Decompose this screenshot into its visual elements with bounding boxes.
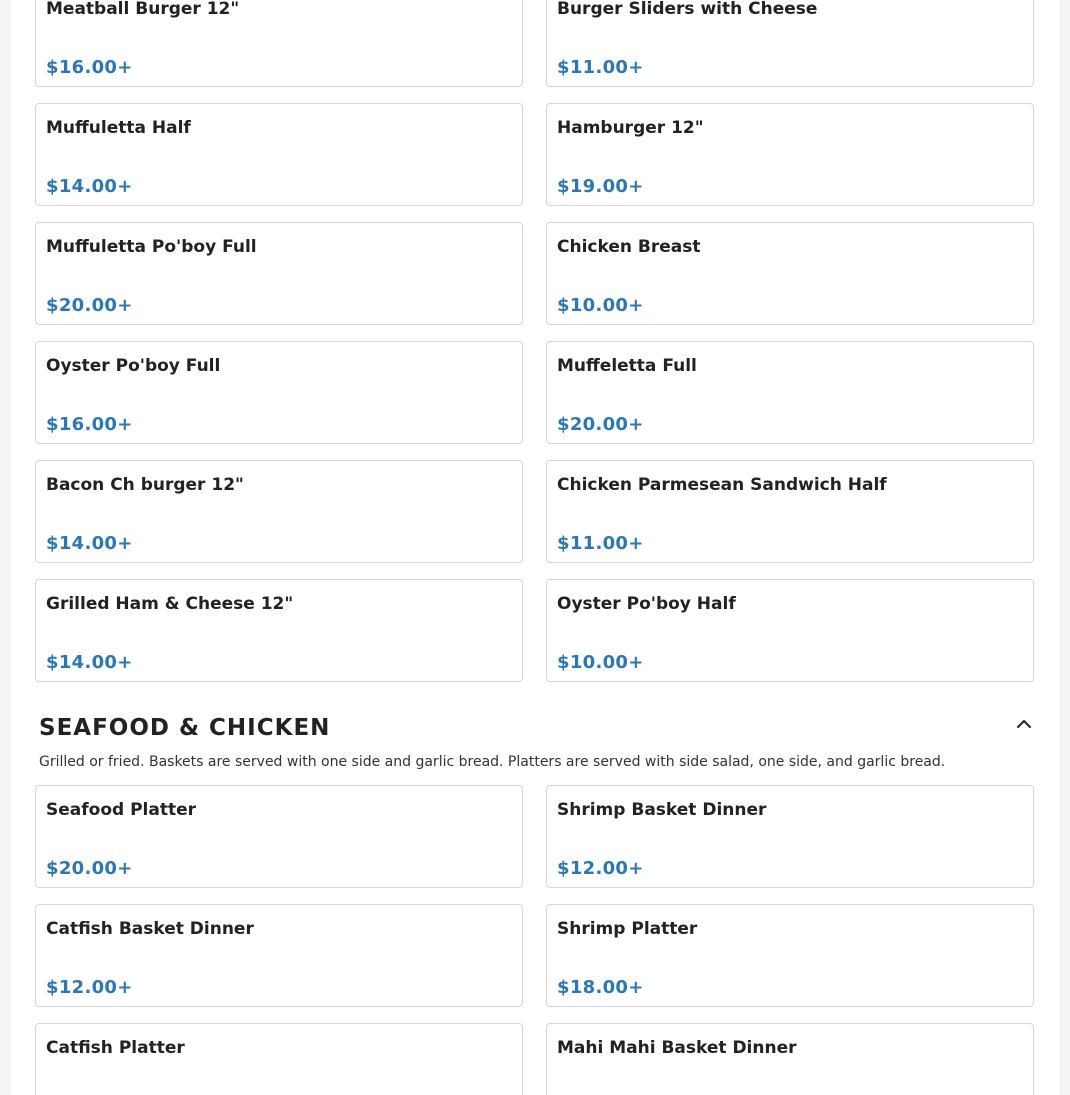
menu-item-name: Chicken Breast (557, 237, 701, 257)
menu-item-card[interactable] (35, 341, 523, 444)
menu-item-price: $16.00+ (46, 57, 133, 78)
menu-item-name: Shrimp Basket Dinner (557, 800, 767, 820)
menu-item-card[interactable] (35, 460, 523, 563)
menu-item-card[interactable] (35, 103, 523, 206)
menu-item-name: Muffuletta Po'boy Full (46, 237, 257, 257)
menu-item-card[interactable] (546, 103, 1034, 206)
menu-item-card[interactable] (35, 222, 523, 325)
menu-item-name: Grilled Ham & Cheese 12" (46, 594, 294, 614)
menu-item-card[interactable] (546, 579, 1034, 682)
seafood-grid (35, 785, 1034, 1095)
menu-item-name: Catfish Basket Dinner (46, 919, 254, 939)
menu-item-name: Bacon Ch burger 12" (46, 475, 244, 495)
menu-item-name: Catfish Platter (46, 1038, 185, 1058)
menu-item-card[interactable] (546, 222, 1034, 325)
menu-item-price: $14.00+ (46, 176, 133, 197)
menu-item-name: Mahi Mahi Basket Dinner (557, 1038, 797, 1058)
menu-item-name: Burger Sliders with Cheese (557, 0, 818, 19)
menu-item-name: Oyster Po'boy Half (557, 594, 736, 614)
menu-item-price: $20.00+ (46, 295, 133, 316)
chevron-up-icon (1013, 713, 1035, 735)
menu-item-card[interactable] (546, 341, 1034, 444)
menu-item-price: $20.00+ (557, 414, 644, 435)
menu-item-card[interactable] (546, 460, 1034, 563)
menu-page (11, 0, 1059, 1095)
menu-item-name: Meatball Burger 12" (46, 0, 240, 19)
menu-item-card[interactable] (35, 579, 523, 682)
menu-item-price: $20.00+ (46, 858, 133, 879)
section-title: SEAFOOD & CHICKEN (39, 715, 331, 741)
menu-item-name: Shrimp Platter (557, 919, 698, 939)
menu-item-name: Oyster Po'boy Full (46, 356, 221, 376)
menu-item-name: Seafood Platter (46, 800, 197, 820)
menu-item-price: $12.00+ (46, 977, 133, 998)
menu-item-card[interactable] (35, 0, 523, 87)
menu-item-price: $10.00+ (557, 652, 644, 673)
menu-item-price: $11.00+ (557, 57, 644, 78)
menu-item-price: $12.00+ (557, 858, 644, 879)
section-header-seafood (39, 713, 1035, 747)
menu-item-card[interactable] (546, 1023, 1034, 1095)
menu-item-card[interactable] (35, 785, 523, 888)
menu-item-name: Muffuletta Half (46, 118, 191, 138)
menu-item-price: $10.00+ (557, 295, 644, 316)
menu-item-card[interactable] (546, 0, 1034, 87)
menu-item-card[interactable] (35, 904, 523, 1007)
menu-item-card[interactable] (546, 785, 1034, 888)
section-collapse-button[interactable] (1013, 713, 1035, 735)
menu-item-price: $16.00+ (46, 414, 133, 435)
menu-item-price: $18.00+ (557, 977, 644, 998)
menu-item-name: Chicken Parmesean Sandwich Half (557, 475, 887, 495)
sandwiches-grid (35, 0, 1034, 682)
menu-item-card[interactable] (35, 1023, 523, 1095)
menu-item-card[interactable] (546, 904, 1034, 1007)
menu-item-price: $11.00+ (557, 533, 644, 554)
menu-item-name: Hamburger 12" (557, 118, 704, 138)
menu-item-price: $19.00+ (557, 176, 644, 197)
menu-item-price: $14.00+ (46, 652, 133, 673)
menu-item-price: $14.00+ (46, 533, 133, 554)
section-description: Grilled or fried. Baskets are served with one side and garlic bread. Platters are served with side salad, one side, and garlic bread. (39, 754, 946, 770)
menu-item-name: Muffeletta Full (557, 356, 697, 376)
